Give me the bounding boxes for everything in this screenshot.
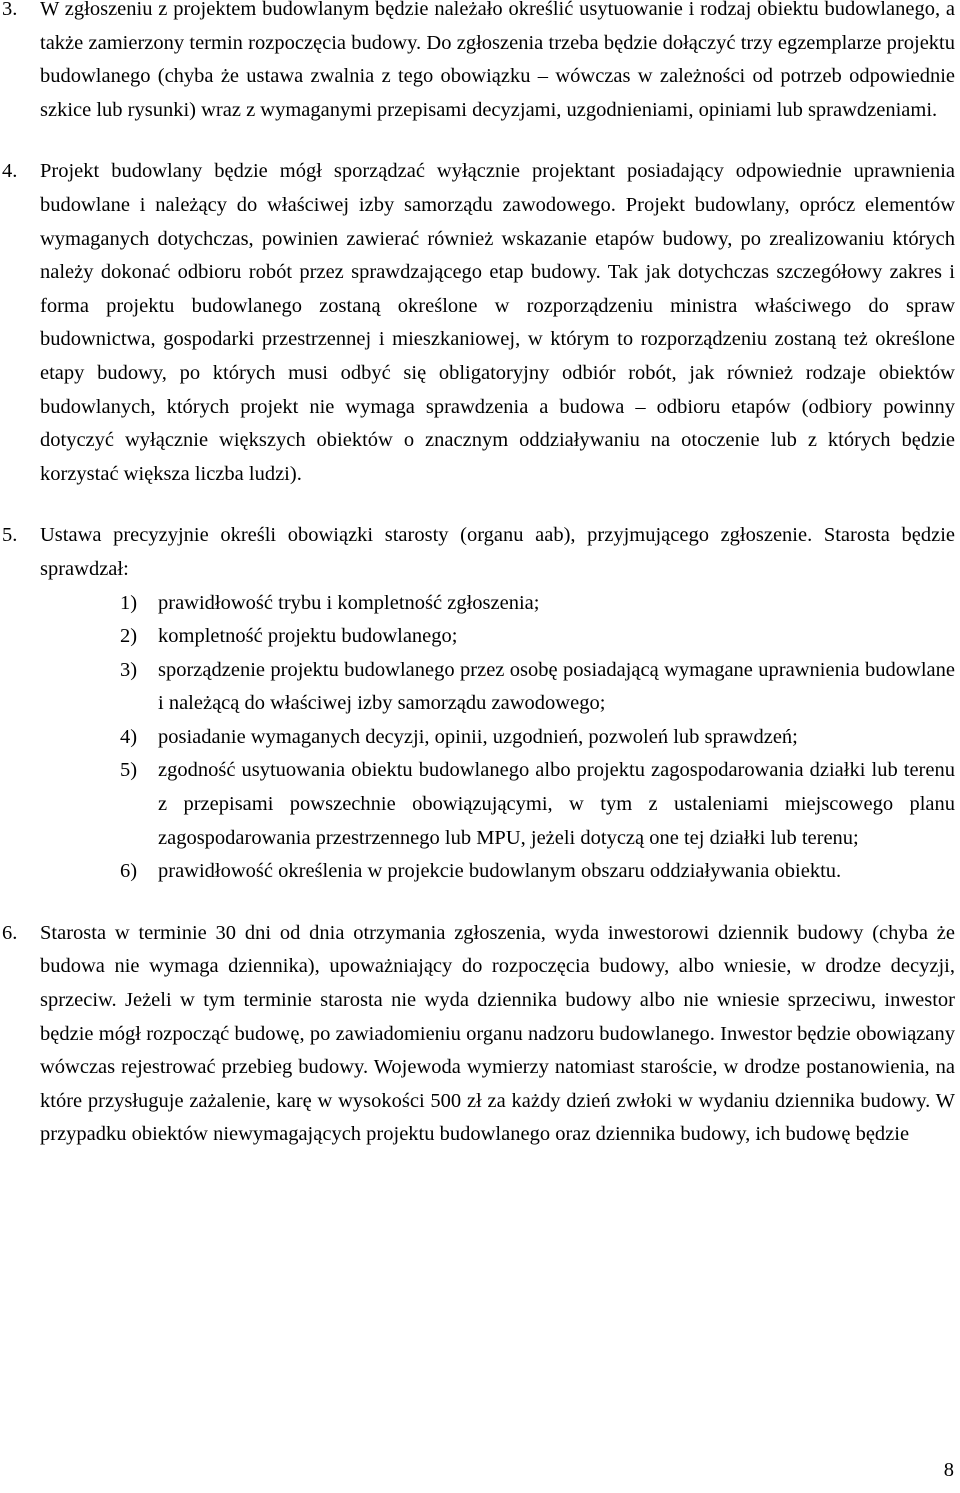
sublist-item-5 [0,754,960,855]
page-number: 8 [943,1459,954,1481]
sublist-item-4 [0,721,960,755]
item-text: W zgłoszeniu z projektem budowlanym będzie należało określić usytuowanie i rodzaj obiektu budowlanego, a także zamierzony termin rozpoczęcia budowy. Do zgłoszenia trzeba będzie dołączyć trzy egzemplarze projektu budowlanego (chyba że ustawa zwalnia z tego obowiązku – wówczas w zależności od potrzeb odpowiednie szkice lub rysunki) wraz z wymaganymi przepisami decyzjami, uzgodnieniami, opiniami lub sprawdzeniami. [40,0,955,121]
item-number: 3. [2,0,18,20]
subitem-number: 5) [120,759,138,782]
subitem-text: sporządzenie projektu budowlanego przez osobę posiadającą wymagane uprawnienia budowlane i należącą do właściwej izby samorządu zawodowego; [158,658,955,715]
list-item-5 [0,519,960,586]
sublist-item-3 [0,654,960,721]
item-number: 5. [2,524,18,547]
sublist-item-2 [0,620,960,654]
list-item-6 [0,917,960,1152]
item-number: 6. [2,921,18,944]
subitem-text: prawidłowość określenia w projekcie budowlanym obszaru oddziaływania obiektu. [158,860,842,883]
subitem-number: 4) [120,725,138,748]
subitem-number: 1) [120,591,138,614]
subitem-text: posiadanie wymaganych decyzji, opinii, uzgodnień, pozwoleń lub sprawdzeń; [158,725,798,748]
subitem-number: 3) [120,658,138,681]
sublist [0,587,960,889]
subitem-text: zgodność usytuowania obiektu budowlanego albo projektu zagospodarowania działki lub terenu z przepisami powszechnie obowiązującymi, w tym z ustaleniami miejscowego planu zagospodarowania przestrzennego lub MPU, jeżeli dotyczą one tej działki lub terenu; [158,759,955,849]
list-item-3 [0,0,960,127]
item-text: Ustawa precyzyjnie określi obowiązki starosty (organu aab), przyjmującego zgłoszenie. Starosta będzie sprawdzał: [40,524,955,580]
item-number: 4. [2,160,18,183]
subitem-text: prawidłowość trybu i kompletność zgłoszenia; [158,591,540,614]
sublist-item-6 [0,855,960,889]
subitem-text: kompletność projektu budowlanego; [158,625,458,648]
item-text: Projekt budowlany będzie mógł sporządzać wyłącznie projektant posiadający odpowiednie uprawnienia budowlane i należący do właściwej izby samorządu zawodowego. Projekt budowlany, oprócz elementów wymaganych dotychczas, powinien zawierać również wskazanie etapów budowy, po zrealizowaniu których należy dokonać odbioru robót przez sprawdzającego etap budowy. Tak jak dotychczas szczegółowy zakres i forma projektu budowlanego zostaną określone w rozporządzeniu ministra właściwego do spraw budownictwa, gospodarki przestrzennej i mieszkaniowej, w którym to rozporządzeniu zostaną też określone etapy budowy, po których musi odbyć się obligatoryjny odbiór robót, jak również rodzaje obiektów budowlanych, których projekt nie wymaga sprawdzenia a budowa – odbioru etapów (odbiory powinny dotyczyć wyłącznie większych obiektów o znacznym oddziaływaniu na otoczenie lub z których będzie korzystać większa liczba ludzi). [40,160,955,485]
subitem-number: 2) [120,625,138,648]
subitem-number: 6) [120,860,138,883]
item-text: Starosta w terminie 30 dni od dnia otrzymania zgłoszenia, wyda inwestorowi dziennik budowy (chyba że budowa nie wymaga dziennika), upoważniający do rozpoczęcia budowy, albo wniesie, w drodze decyzji, sprzeciw. Jeżeli w tym terminie starosta nie wyda dziennika budowy albo nie wniesie sprzeciwu, inwestor będzie mógł rozpocząć budowę, po zawiadomieniu organu nadzoru budowlanego. Inwestor będzie obowiązany wówczas rejestrować przebieg budowy. Wojewoda wymierzy natomiast staroście, w drodze postanowienia, na które przysługuje zażalenie, karę w wysokości 500 zł za każdy dzień zwłoki w wydaniu dziennika budowy. W przypadku obiektów niewymagających projektu budowlanego oraz dziennika budowy, ich budowę będzie [40,921,955,1146]
list-item-4 [0,155,960,491]
sublist-item-1 [0,587,960,621]
